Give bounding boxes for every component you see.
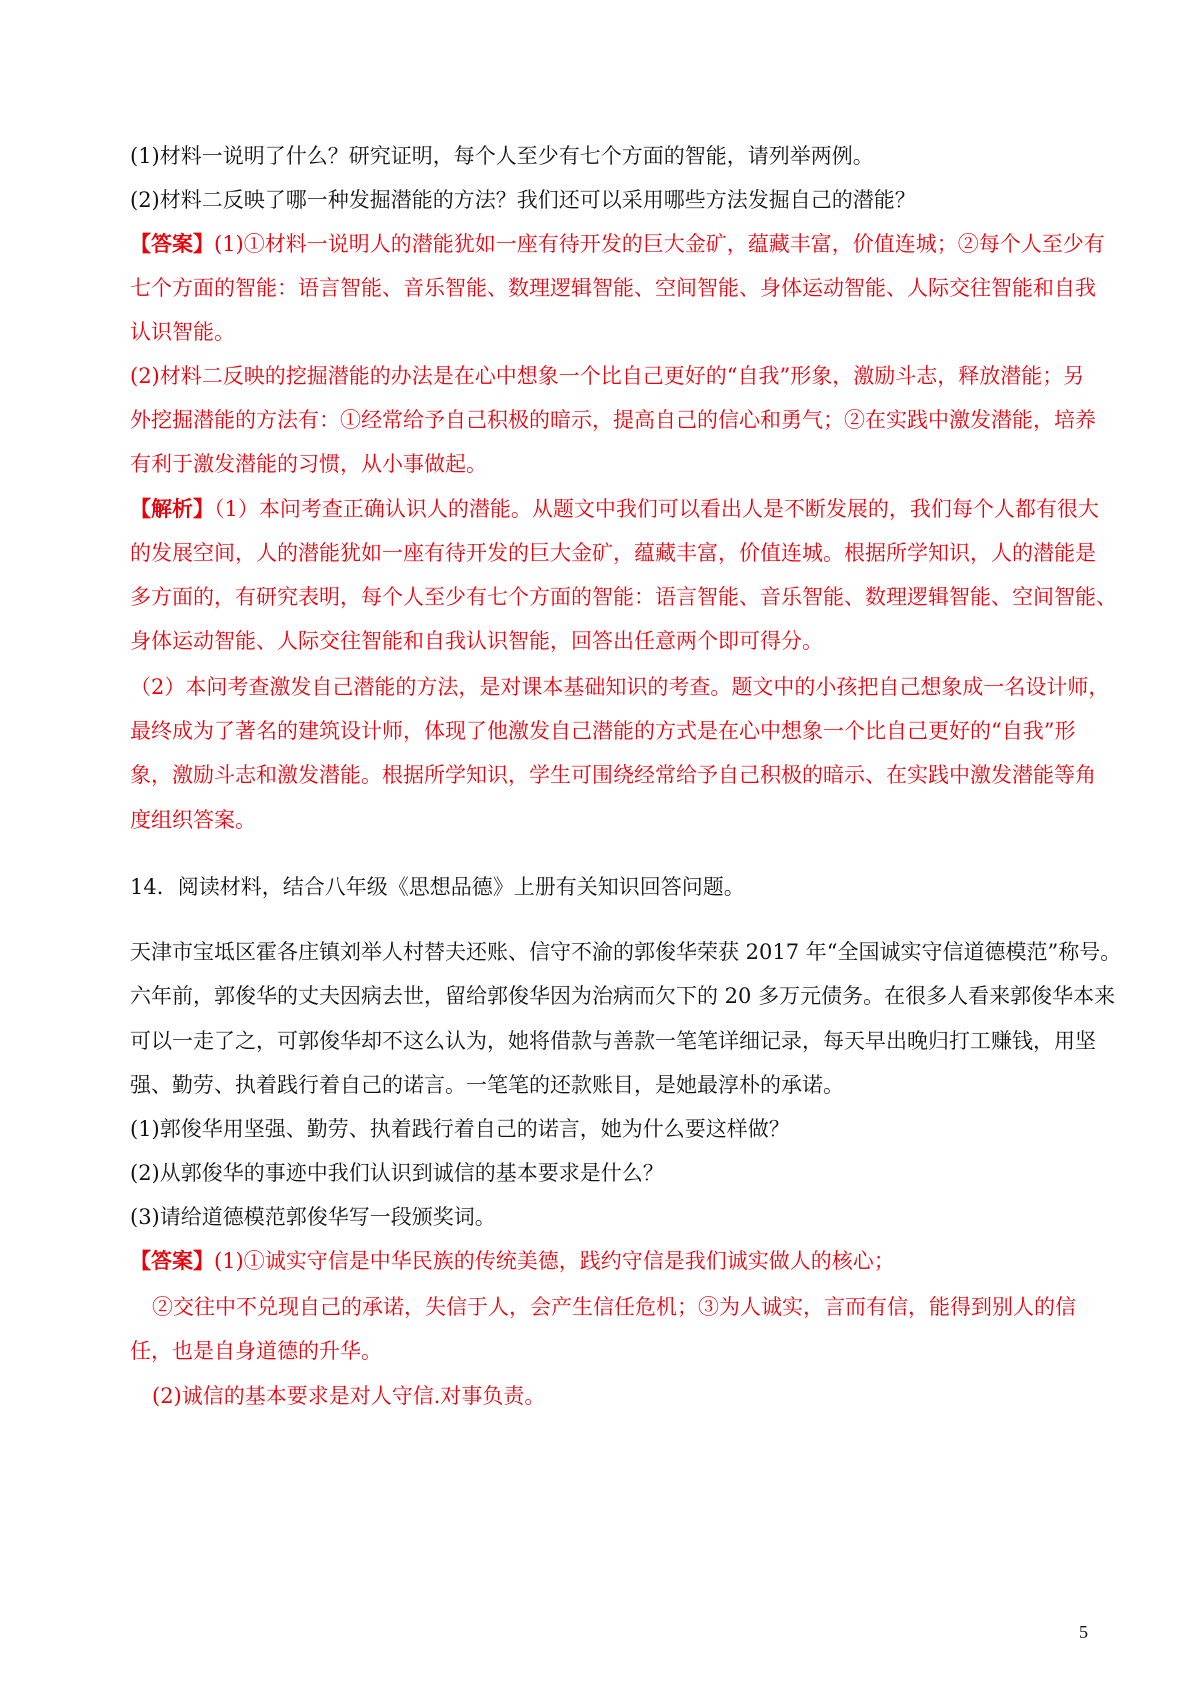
answer-tag: 【答案】 bbox=[130, 231, 214, 256]
q13-analysis-2-line-4: 度组织答案。 bbox=[130, 808, 256, 832]
q14-material-line-1: 天津市宝坻区霍各庄镇刘举人村替夫还账、信守不渝的郭俊华荣获 2017 年“全国诚实守信道德模范”称号。 bbox=[130, 940, 1122, 964]
answer-text: (1)①诚实守信是中华民族的传统美德，践约守信是我们诚实做人的核心； bbox=[214, 1249, 895, 1273]
q14-answer-line-2: ②交往中不兑现自己的承诺，失信于人，会产生信任危机；③为人诚实，言而有信，能得到别人的信 bbox=[152, 1295, 1076, 1319]
q14-material-line-2: 六年前，郭俊华的丈夫因病去世，留给郭俊华因为治病而欠下的 20 多万元债务。在很多人看来郭俊华本来 bbox=[130, 984, 1116, 1008]
q13-answer-2-line-3: 有利于激发潜能的习惯，从小事做起。 bbox=[130, 452, 487, 476]
q13-answer-line-3: 认识智能。 bbox=[130, 320, 235, 344]
q13-analysis-line-2: 的发展空间，人的潜能犹如一座有待开发的巨大金矿，蕴藏丰富，价值连城。根据所学知识，人的潜能是 bbox=[130, 541, 1096, 565]
q14-question-2: (2)从郭俊华的事迹中我们认识到诚信的基本要求是什么？ bbox=[130, 1161, 664, 1185]
q13-question-1: (1)材料一说明了什么？研究证明，每个人至少有七个方面的智能，请列举两例。 bbox=[130, 144, 874, 168]
q13-answer-line-2: 七个方面的智能：语言智能、音乐智能、数理逻辑智能、空间智能、身体运动智能、人际交往智能和自我 bbox=[130, 276, 1096, 300]
q14-material-line-3: 可以一走了之，可郭俊华却不这么认为，她将借款与善款一笔笔详细记录，每天早出晚归打工赚钱，用坚 bbox=[130, 1029, 1096, 1053]
q14-prompt: 14．阅读材料，结合八年级《思想品德》上册有关知识回答问题。 bbox=[130, 875, 745, 899]
answer-tag: 【答案】 bbox=[130, 1248, 214, 1273]
q13-analysis-2-line-1: （2）本问考查激发自己潜能的方法，是对课本基础知识的考查。题文中的小孩把自己想象成一名设计师， bbox=[130, 675, 1110, 699]
q13-answer-line-1 bbox=[130, 229, 1105, 259]
q13-answer-2-line-1: (2)材料二反映的挖掘潜能的办法是在心中想象一个比自己更好的“自我”形象，激励斗志，释放潜能；另 bbox=[130, 364, 1085, 388]
q14-question-1: (1)郭俊华用坚强、勤劳、执着践行着自己的诺言，她为什么要这样做？ bbox=[130, 1117, 790, 1141]
q13-answer-2-line-2: 外挖掘潜能的方法有：①经常给予自己积极的暗示，提高自己的信心和勇气；②在实践中激发潜能，培养 bbox=[130, 408, 1096, 432]
q13-analysis-2-line-3: 象，激励斗志和激发潜能。根据所学知识，学生可围绕经常给予自己积极的暗示、在实践中激发潜能等角 bbox=[130, 763, 1096, 787]
q14-question-3: (3)请给道德模范郭俊华写一段颁奖词。 bbox=[130, 1205, 496, 1229]
q14-answer-line-3: 任，也是自身道德的升华。 bbox=[130, 1339, 382, 1363]
page-number: 5 bbox=[1079, 1622, 1088, 1642]
q14-answer-2: (2)诚信的基本要求是对人守信.对事负责。 bbox=[152, 1384, 546, 1408]
q13-question-2: (2)材料二反映了哪一种发掘潜能的方法？我们还可以采用哪些方法发掘自己的潜能？ bbox=[130, 188, 916, 212]
q14-answer-line-1 bbox=[130, 1246, 1100, 1276]
analysis-text: （1）本问考查正确认识人的潜能。从题文中我们可以看出人是不断发展的，我们每个人都有很大 bbox=[214, 497, 1099, 521]
q14-material-line-4: 强、勤劳、执着践行着自己的诺言。一笔笔的还款账目，是她最淳朴的承诺。 bbox=[130, 1073, 844, 1097]
analysis-tag: 【解析】 bbox=[130, 496, 214, 521]
q13-analysis-line-3: 多方面的，有研究表明，每个人至少有七个方面的智能：语言智能、音乐智能、数理逻辑智能、空间智能、 bbox=[130, 585, 1117, 609]
q13-analysis-2-line-2: 最终成为了著名的建筑设计师，体现了他激发自己潜能的方式是在心中想象一个比自己更好的“自我”形 bbox=[130, 719, 1076, 743]
answer-text: (1)①材料一说明人的潜能犹如一座有待开发的巨大金矿，蕴藏丰富，价值连城；②每个人至少有 bbox=[214, 232, 1105, 256]
q13-analysis-line-4: 身体运动智能、人际交往智能和自我认识智能，回答出任意两个即可得分。 bbox=[130, 629, 823, 653]
q13-analysis-line-1 bbox=[130, 494, 1100, 524]
